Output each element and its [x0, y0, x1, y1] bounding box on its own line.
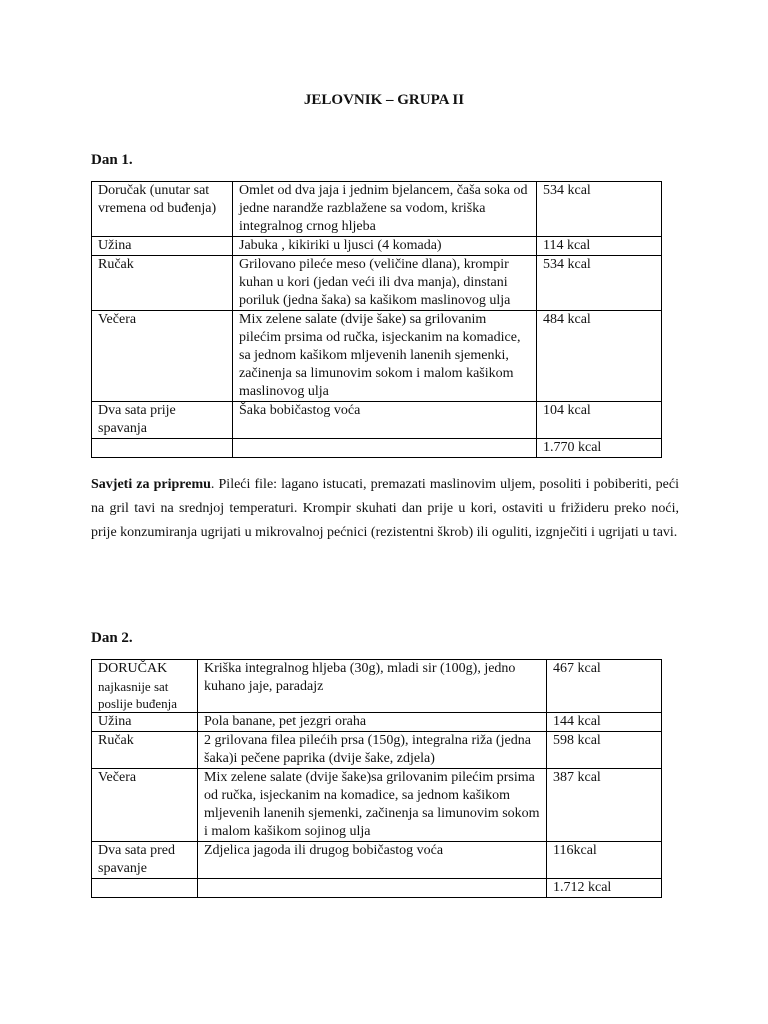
- empty-cell: [198, 879, 547, 898]
- table-row: [92, 660, 662, 713]
- total-kcal-cell: 1.712 kcal: [547, 879, 662, 898]
- table-row: [92, 237, 662, 256]
- table-row: [92, 732, 662, 769]
- meal-cell: Ručak: [92, 732, 198, 769]
- kcal-cell: 598 kcal: [547, 732, 662, 769]
- advice-label: Savjeti za pripremu: [91, 477, 211, 492]
- page-title: JELOVNIK – GRUPA II: [303, 92, 465, 108]
- food-cell: Šaka bobičastog voća: [233, 402, 537, 439]
- empty-cell: [92, 879, 198, 898]
- meal-cell: Večera: [92, 311, 233, 402]
- kcal-cell: 104 kcal: [537, 402, 662, 439]
- table-row: [92, 402, 662, 439]
- kcal-cell: 114 kcal: [537, 237, 662, 256]
- meal-cell: Dva sata pred spavanje: [92, 842, 198, 879]
- table-row: [92, 182, 662, 237]
- preparation-advice: [91, 473, 679, 545]
- kcal-cell: 116kcal: [547, 842, 662, 879]
- kcal-cell: 467 kcal: [547, 660, 662, 713]
- food-cell: Omlet od dva jaja i jednim bjelancem, čaša soka od jedne narandže razblažene sa vodom, kriška integralnog crnog hljeba: [233, 182, 537, 237]
- food-cell: Kriška integralnog hljeba (30g), mladi sir (100g), jedno kuhano jaje, paradajz: [198, 660, 547, 713]
- total-kcal-cell: 1.770 kcal: [537, 439, 662, 458]
- table-row: [92, 256, 662, 311]
- food-cell: 2 grilovana filea pilećih prsa (150g), integralna riža (jedna šaka)i pečene paprika (dvije šake, zdjela): [198, 732, 547, 769]
- meal-title: DORUČAK: [98, 661, 168, 676]
- food-cell: Grilovano pileće meso (veličine dlana), krompir kuhan u kori (jedan veći ili dva manja), dinstani poriluk (jedna šaka) sa kašikom maslinovog ulja: [233, 256, 537, 311]
- meal-cell: Užina: [92, 713, 198, 732]
- meal-cell: Večera: [92, 769, 198, 842]
- food-cell: Zdjelica jagoda ili drugog bobičastog voća: [198, 842, 547, 879]
- food-cell: Pola banane, pet jezgri oraha: [198, 713, 547, 732]
- table-row: [92, 842, 662, 879]
- day1-heading: Dan 1.: [91, 152, 133, 168]
- empty-cell: [233, 439, 537, 458]
- food-cell: Mix zelene salate (dvije šake) sa grilovanim pilećim prsima od ručka, isjeckanim na komadice, sa jednom kašikom mljevenih lanenih sjemenki, začinenja sa limunovim sokom i malom kašikom maslinovog ulja: [233, 311, 537, 402]
- meal-subtitle: najkasnije sat poslije buđenja: [98, 679, 178, 711]
- total-row: [92, 439, 662, 458]
- kcal-cell: 534 kcal: [537, 256, 662, 311]
- empty-cell: [92, 439, 233, 458]
- food-cell: Jabuka , kikiriki u ljusci (4 komada): [233, 237, 537, 256]
- day1-menu-table: [91, 181, 662, 458]
- kcal-cell: 144 kcal: [547, 713, 662, 732]
- meal-cell: Užina: [92, 237, 233, 256]
- kcal-cell: 484 kcal: [537, 311, 662, 402]
- table-row: [92, 713, 662, 732]
- kcal-cell: 387 kcal: [547, 769, 662, 842]
- total-row: [92, 879, 662, 898]
- day2-heading: Dan 2.: [91, 630, 133, 646]
- meal-cell: Ručak: [92, 256, 233, 311]
- food-cell: Mix zelene salate (dvije šake)sa grilovanim pilećim prsima od ručka, isjeckanim na komadice, sa jednom kašikom mljevenih lanenih sjemenki, začinenja sa limunovim sokom i malom kašikom sojinog ulja: [198, 769, 547, 842]
- meal-cell: Doručak (unutar sat vremena od buđenja): [92, 182, 233, 237]
- table-row: [92, 311, 662, 402]
- meal-cell: [92, 660, 198, 713]
- advice-text: . Pileći file: lagano istucati, premazati maslinovim uljem, posoliti i pobiberiti, peći na gril tavi na srednjoj temperaturi. Krompir skuhati dan prije u kori, ostaviti u frižideru preko noći, prije konzumiranja ugrijati u mikrovalnoj pećnici (rezistentni škrob) ili oguliti, izgnječiti i ugrijati u tavi.: [91, 477, 679, 540]
- kcal-cell: 534 kcal: [537, 182, 662, 237]
- table-row: [92, 769, 662, 842]
- meal-cell: Dva sata prije spavanja: [92, 402, 233, 439]
- day2-menu-table: [91, 659, 662, 898]
